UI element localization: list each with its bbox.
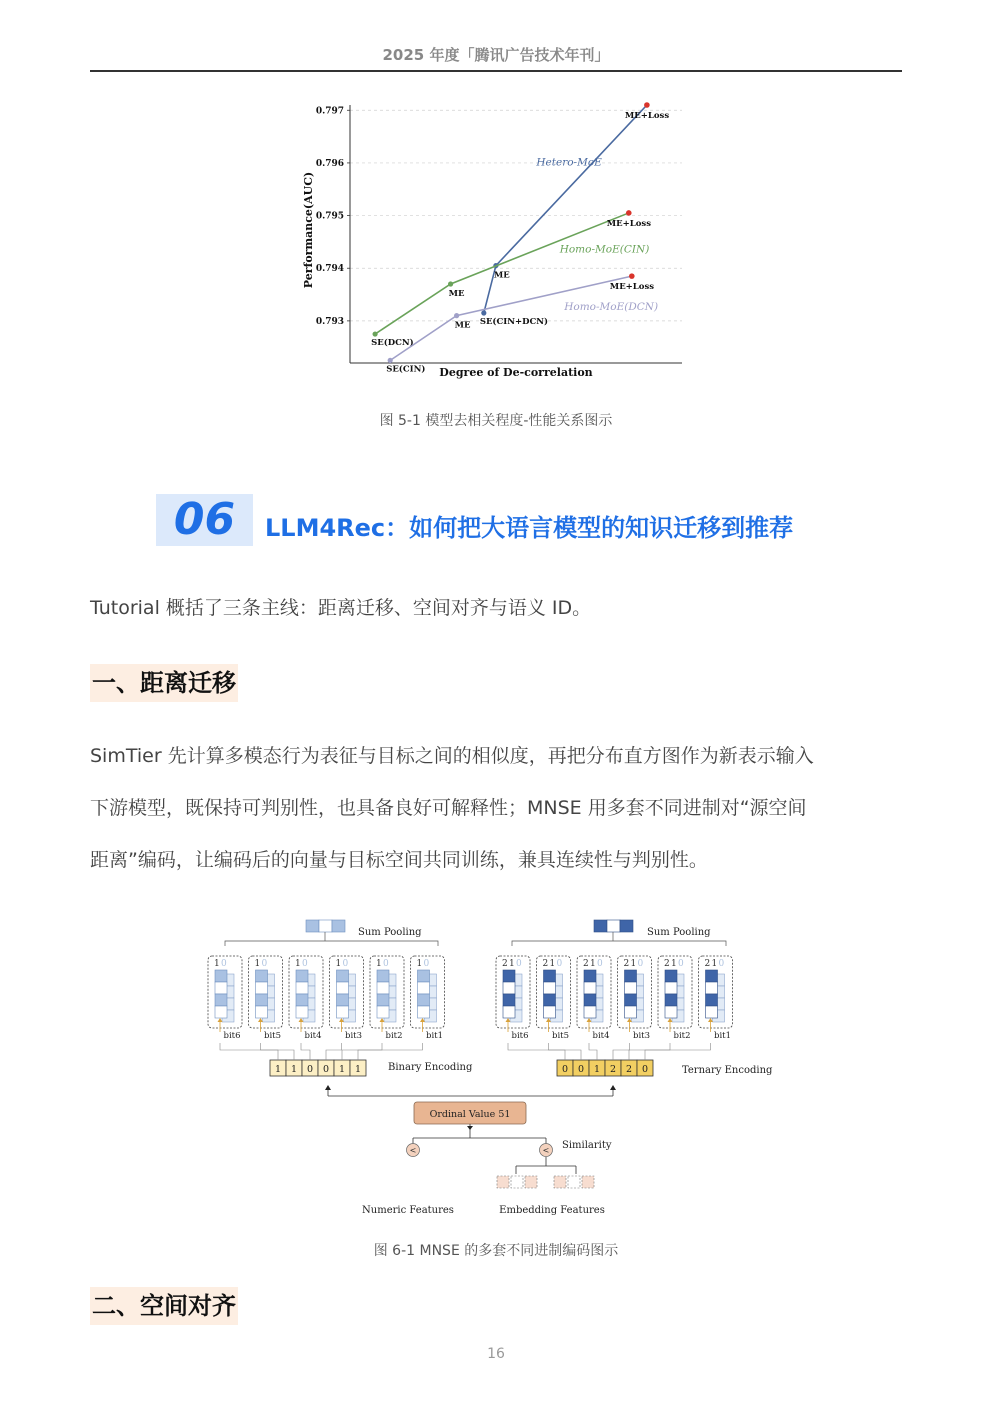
bit-label: bit4 — [304, 1031, 322, 1041]
digit-header: 1 — [671, 959, 677, 969]
body-line-2: 下游模型，既保持可判别性，也具备良好可解释性；MNSE 用多套不同进制对“源空间 — [90, 797, 807, 819]
embedding-cell — [582, 1176, 594, 1188]
data-point — [626, 210, 632, 216]
y-tick-label: 0.794 — [315, 264, 344, 275]
encoding-digit: 1 — [354, 1064, 362, 1075]
digit-header: 1 — [335, 959, 342, 969]
data-point — [373, 331, 378, 336]
subsection-heading-1: 一、距离迁移 — [90, 664, 238, 702]
digit-header: 1 — [590, 959, 596, 969]
ternary-encoding-label: Ternary Encoding — [682, 1065, 773, 1076]
series-name-label: Homo-MoE(CIN) — [559, 243, 650, 256]
digit-header: 1 — [416, 959, 423, 969]
digit-header: 0 — [261, 959, 268, 969]
figure-5-1-caption: 图 5-1 模型去相关程度-性能关系图示 — [379, 413, 613, 429]
series-name-label: Homo-MoE(DCN) — [564, 300, 659, 313]
y-tick-label: 0.796 — [315, 158, 344, 169]
digit-header: 2 — [664, 959, 670, 969]
bit-label: bit1 — [714, 1031, 731, 1041]
digit-header: 1 — [549, 959, 556, 969]
point-label: SE(DCN) — [371, 338, 414, 349]
numeric-features-label: Numeric Features — [362, 1205, 454, 1216]
data-point — [644, 102, 650, 108]
data-point — [454, 313, 459, 318]
header-rule — [90, 70, 902, 72]
bit-label: bit2 — [673, 1031, 691, 1041]
digit-header: 0 — [516, 959, 522, 969]
svg-text:<: < — [409, 1146, 417, 1155]
encoding-digit: 1 — [593, 1064, 601, 1075]
body-line-3: 距离”编码，让编码后的向量与目标空间共同训练，兼具连续性与判别性。 — [90, 849, 708, 871]
digit-header: 1 — [376, 959, 382, 969]
point-label: SE(CIN) — [386, 364, 426, 375]
digit-header: 0 — [556, 959, 563, 969]
bit-label: bit5 — [552, 1031, 569, 1041]
encoding-digit: 1 — [290, 1064, 298, 1075]
point-label: ME+Loss — [606, 218, 652, 229]
embedding-features-label: Embedding Features — [499, 1205, 605, 1216]
digit-header: 2 — [704, 959, 711, 969]
data-point — [388, 358, 393, 363]
encoding-digit: 1 — [338, 1064, 346, 1075]
digit-header: 0 — [221, 959, 227, 969]
digit-header: 1 — [254, 959, 261, 969]
embedding-cell — [554, 1176, 566, 1188]
digit-header: 0 — [302, 959, 308, 969]
data-point — [481, 310, 486, 315]
digit-header: 2 — [542, 959, 549, 969]
point-label: ME+Loss — [609, 282, 655, 293]
digit-header: 0 — [718, 959, 725, 969]
mnse-encoding-diagram — [200, 912, 800, 1222]
digit-header: 2 — [502, 959, 508, 969]
intro-paragraph: Tutorial 概括了三条主线：距离迁移、空间对齐与语义 ID。 — [90, 597, 592, 619]
digit-header: 0 — [637, 959, 644, 969]
page-header: 2025 年度「腾讯广告技术年刊」 — [382, 46, 610, 64]
digit-header: 0 — [678, 959, 684, 969]
embedding-cell — [568, 1176, 580, 1188]
binary-encoding-label: Binary Encoding — [388, 1062, 473, 1073]
encoding-digit: 1 — [274, 1064, 282, 1075]
sum-pooling-label-left: Sum Pooling — [358, 927, 422, 938]
embedding-cell — [511, 1176, 523, 1188]
point-label: ME+Loss — [624, 111, 670, 121]
digit-header: 0 — [383, 959, 389, 969]
point-label: ME — [493, 270, 510, 281]
section-title: LLM4Rec：如何把大语言模型的知识迁移到推荐 — [265, 514, 794, 542]
y-tick-label: 0.793 — [315, 316, 344, 327]
bit-label: bit3 — [345, 1031, 362, 1041]
x-axis-label: Degree of De-correlation — [439, 366, 593, 379]
data-point — [448, 281, 453, 286]
encoding-digit: 2 — [609, 1064, 617, 1075]
subsection-heading-2: 二、空间对齐 — [90, 1287, 238, 1325]
digit-header: 1 — [630, 959, 637, 969]
encoding-digit: 0 — [641, 1064, 649, 1075]
encoding-digit: 0 — [561, 1064, 569, 1075]
series-name-label: Hetero-MoE — [536, 156, 602, 169]
y-axis-label: Performance(AUC) — [302, 171, 315, 289]
bit-label: bit3 — [633, 1031, 650, 1041]
svg-text:<: < — [542, 1146, 550, 1155]
bit-label: bit5 — [264, 1031, 281, 1041]
figure-6-1-caption: 图 6-1 MNSE 的多套不同进制编码图示 — [373, 1243, 619, 1259]
digit-header: 2 — [583, 959, 589, 969]
section-number: 06 — [173, 494, 236, 545]
digit-header: 2 — [623, 959, 630, 969]
digit-header: 1 — [214, 959, 220, 969]
ordinal-value-box: Ordinal Value 51 — [429, 1109, 511, 1120]
decorrelation-performance-chart — [290, 95, 710, 385]
encoding-digit: 0 — [322, 1064, 330, 1075]
digit-header: 0 — [597, 959, 603, 969]
point-label: SE(CIN+DCN) — [479, 316, 549, 327]
body-line-1: SimTier 先计算多模态行为表征与目标之间的相似度，再把分布直方图作为新表示输入 — [90, 745, 814, 767]
encoding-digit: 0 — [577, 1064, 585, 1075]
bit-label: bit1 — [426, 1031, 443, 1041]
similarity-label: Similarity — [562, 1140, 612, 1151]
data-point — [629, 273, 635, 279]
embedding-cell — [497, 1176, 509, 1188]
bit-label: bit6 — [223, 1031, 241, 1041]
page-number: 16 — [487, 1346, 505, 1362]
point-label: ME — [454, 320, 471, 331]
digit-header: 1 — [509, 959, 515, 969]
sum-pooling-label-right: Sum Pooling — [647, 927, 711, 938]
digit-header: 1 — [295, 959, 301, 969]
body-paragraph — [90, 730, 910, 886]
bit-label: bit6 — [511, 1031, 529, 1041]
y-tick-label: 0.797 — [315, 106, 344, 117]
embedding-cell — [525, 1176, 537, 1188]
encoding-digit: 2 — [625, 1064, 633, 1075]
encoding-digit: 0 — [306, 1064, 314, 1075]
digit-header: 0 — [342, 959, 349, 969]
bit-label: bit2 — [385, 1031, 403, 1041]
digit-header: 0 — [423, 959, 430, 969]
digit-header: 1 — [711, 959, 718, 969]
y-tick-label: 0.795 — [315, 211, 344, 222]
point-label: ME — [448, 289, 465, 300]
bit-label: bit4 — [592, 1031, 610, 1041]
section-number-box — [156, 494, 253, 546]
